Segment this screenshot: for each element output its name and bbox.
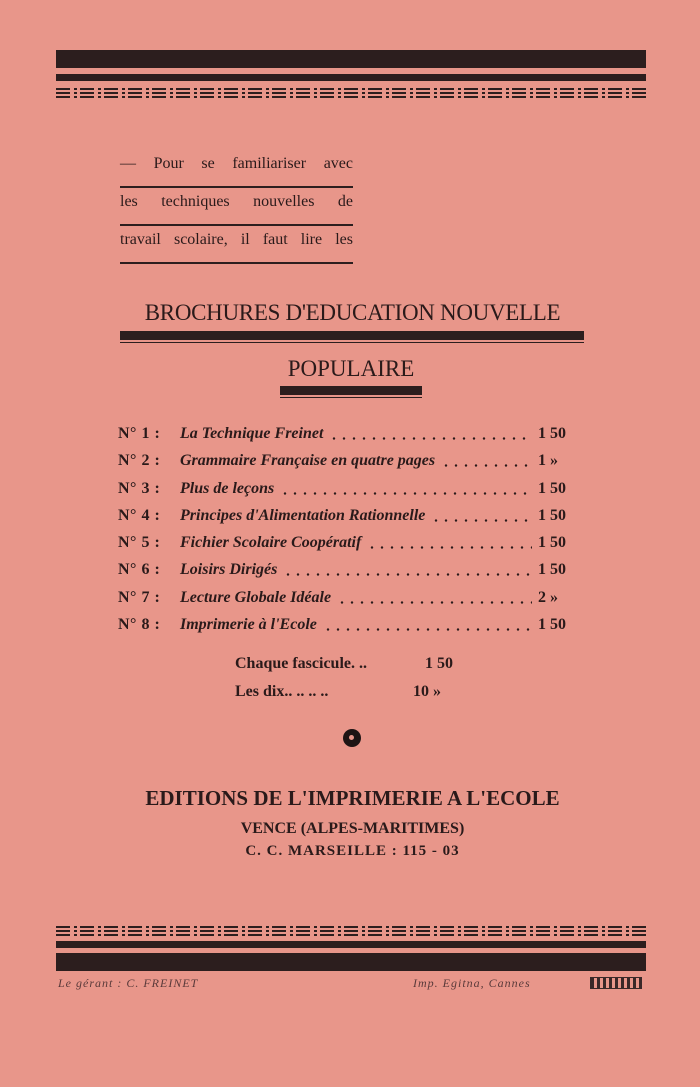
list-item xyxy=(118,556,583,583)
intro-line-3: travail scolaire, il faut lire les xyxy=(120,226,353,264)
title-underline-thin xyxy=(120,342,584,343)
brochure-title: Grammaire Française en quatre pages xyxy=(180,452,436,470)
brochure-title: Loisirs Dirigés xyxy=(180,561,278,579)
list-item xyxy=(118,502,583,529)
brochure-price: 1 50 xyxy=(538,479,566,497)
brochure-number: N° 2 : xyxy=(118,452,161,470)
publisher-city: VENCE (ALPES-MARITIMES) xyxy=(240,820,465,837)
list-item xyxy=(118,529,583,556)
brochure-price: 1 50 xyxy=(538,506,566,524)
manager-credit: Le gérant : C. FREINET xyxy=(58,976,199,990)
brochure-title: Plus de leçons xyxy=(180,479,275,497)
bottom-ornament-chain xyxy=(56,926,646,936)
list-item xyxy=(118,475,583,502)
dot-leader xyxy=(431,519,532,522)
top-ornament-chain xyxy=(56,88,646,98)
dot-leader xyxy=(283,573,532,576)
list-item xyxy=(118,420,583,447)
printer-credit: Imp. Egitna, Cannes xyxy=(413,976,531,990)
bottom-ornament-bar xyxy=(56,953,646,971)
brochure-number: N° 1 : xyxy=(118,425,161,442)
publisher-name: EDITIONS DE L'IMPRIMERIE A L'ECOLE xyxy=(145,786,560,810)
subtitle-underline xyxy=(280,386,422,395)
dot-leader xyxy=(367,546,532,549)
brochure-price: 1 50 xyxy=(538,561,566,579)
title-underline xyxy=(120,331,584,340)
list-item xyxy=(118,447,583,474)
brochure-number: N° 4 : xyxy=(118,506,161,524)
brochure-price: 1 50 xyxy=(538,616,566,634)
dot-leader xyxy=(337,601,532,604)
intro-line-2: les techniques nouvelles de xyxy=(120,188,353,226)
top-ornament-rule xyxy=(56,74,646,81)
brochure-title: La Technique Freinet xyxy=(180,425,324,442)
brochure-number: N° 5 : xyxy=(118,534,161,552)
single-price-line xyxy=(235,655,495,677)
brochure-price: 2 » xyxy=(538,588,558,606)
list-item xyxy=(118,611,583,638)
intro-text xyxy=(120,150,353,264)
printer-logo-icon xyxy=(590,977,642,989)
ten-price-label: Les dix.. .. .. .. xyxy=(235,683,329,700)
brochure-price: 1 » xyxy=(538,452,558,470)
publisher-account: C. C. MARSEILLE : 115 - 03 xyxy=(245,843,460,859)
collection-subtitle: POPULAIRE xyxy=(287,356,415,381)
brochure-title: Fichier Scolaire Coopératif xyxy=(180,534,362,552)
brochure-number: N° 6 : xyxy=(118,561,161,579)
brochure-price: 1 50 xyxy=(538,534,566,552)
brochure-title: Lecture Globale Idéale xyxy=(180,588,332,606)
brochure-title: Principes d'Alimentation Rationnelle xyxy=(180,506,426,524)
bottom-ornament-rule xyxy=(56,941,646,948)
brochure-list xyxy=(118,420,583,638)
dot-leader xyxy=(329,437,532,440)
dot-leader xyxy=(323,628,532,631)
brochure-number: N° 8 : xyxy=(118,616,161,634)
intro-line-1: — Pour se familiariser avec xyxy=(120,150,353,188)
dot-leader xyxy=(441,464,532,467)
brochure-title: Imprimerie à l'Ecole xyxy=(180,616,317,634)
brochure-number: N° 7 : xyxy=(118,588,161,606)
ten-price-value: 10 » xyxy=(413,683,441,700)
brochure-number: N° 3 : xyxy=(118,479,161,497)
ornament-bullet-icon xyxy=(343,729,361,747)
single-price-value: 1 50 xyxy=(425,655,453,672)
subtitle-underline-thin xyxy=(280,397,422,398)
dot-leader xyxy=(280,492,532,495)
list-item xyxy=(118,584,583,611)
collection-title: BROCHURES D'EDUCATION NOUVELLE xyxy=(144,300,561,325)
top-ornament-bar xyxy=(56,50,646,68)
ten-price-line xyxy=(235,683,495,705)
single-price-label: Chaque fascicule. .. xyxy=(235,655,367,672)
brochure-price: 1 50 xyxy=(538,425,566,442)
